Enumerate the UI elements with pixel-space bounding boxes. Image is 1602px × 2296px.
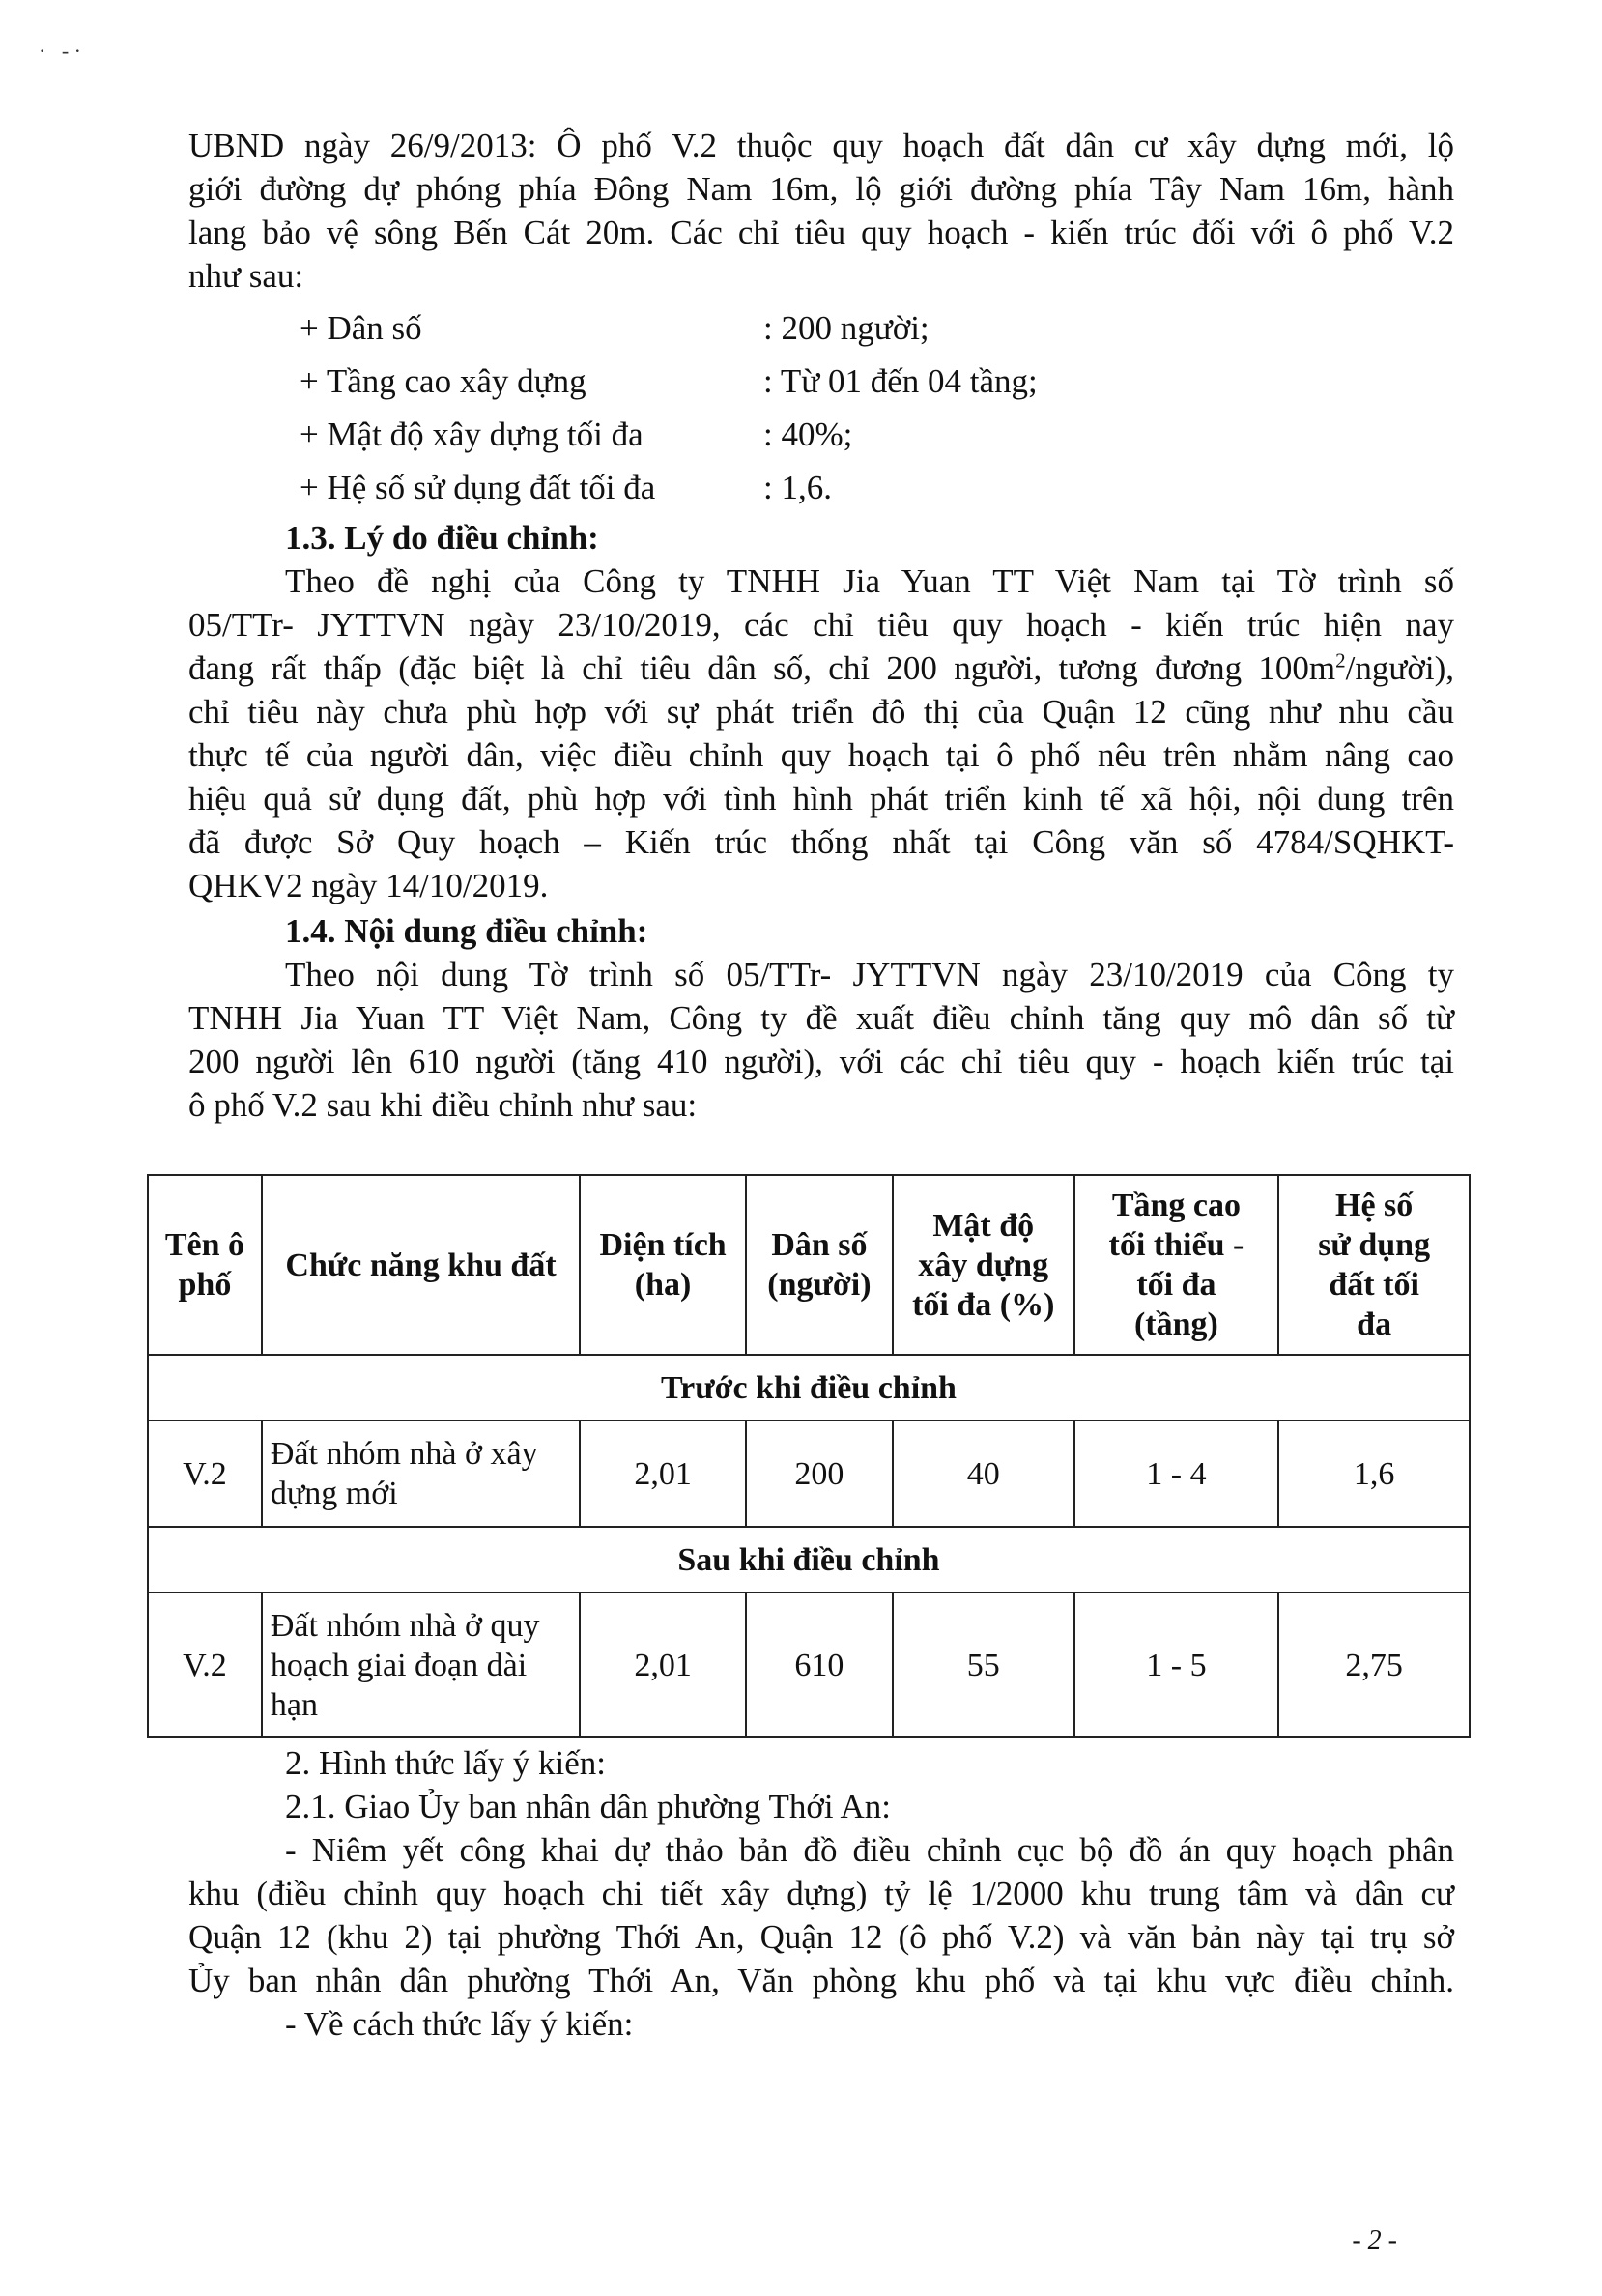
paragraph-line: đã được Sở Quy hoạch – Kiến trúc thống nhất tại Công văn số 4784/SQHKT- xyxy=(188,823,1454,861)
intro-line: như sau: xyxy=(188,257,304,295)
paragraph-line: Theo nội dung Tờ trình số 05/TTr- JYTTVN ngày 23/10/2019 của Công ty xyxy=(285,956,1454,993)
section-heading-2: 2. Hình thức lấy ý kiến: xyxy=(285,1744,606,1782)
planning-table xyxy=(147,1174,1471,1738)
table-section-row: Sau khi điều chỉnh xyxy=(148,1527,1470,1593)
criteria-list xyxy=(188,301,1454,514)
table-row: V.2 Đất nhóm nhà ở quy hoạch giai đoạn dài hạn 2,01 610 55 1 - 5 2,75 xyxy=(148,1593,1470,1737)
header-cell: Tên ô phố xyxy=(148,1175,262,1355)
paragraph-line: TNHH Jia Yuan TT Việt Nam, Công ty đề xuất điều chỉnh tăng quy mô dân số từ xyxy=(188,999,1454,1037)
criteria-item: + Tầng cao xây dựng : Từ 01 đến 04 tầng; xyxy=(300,362,1038,400)
paragraph-line: - Niêm yết công khai dự thảo bản đồ điều chỉnh cục bộ đồ án quy hoạch phân xyxy=(285,1831,1454,1869)
table-row: V.2 Đất nhóm nhà ở xây dựng mới 2,01 200 40 1 - 4 1,6 xyxy=(148,1421,1470,1527)
paragraph-line: đang rất thấp (đặc biệt là chỉ tiêu dân số, chỉ 200 người, tương đương $100m^2/người$), xyxy=(188,648,1454,687)
section-heading-1-3: 1.3. Lý do điều chỉnh: xyxy=(285,519,599,557)
paragraph-line: 200 người lên 610 người (tăng 410 người), với các chỉ tiêu quy - hoạch kiến trúc tại xyxy=(188,1043,1454,1080)
paragraph-line: thực tế của người dân, việc điều chỉnh quy hoạch tại ô phố nêu trên nhằm nâng cao xyxy=(188,736,1454,774)
paragraph-line: ô phố V.2 sau khi điều chỉnh như sau: xyxy=(188,1086,698,1124)
criteria-item: + Mật độ xây dựng tối đa : 40%; xyxy=(300,416,853,453)
paragraph-line: chỉ tiêu này chưa phù hợp với sự phát triển đô thị của Quận 12 cũng như nhu cầu xyxy=(188,693,1454,731)
paragraph-line: khu (điều chỉnh quy hoạch chi tiết xây dựng) tỷ lệ 1/2000 khu trung tâm và dân cư xyxy=(188,1875,1454,1912)
header-cell: Hệ số sử dụng đất tối đa xyxy=(1278,1175,1470,1355)
header-cell: Diện tích (ha) xyxy=(580,1175,746,1355)
header-cell: Chức năng khu đất xyxy=(262,1175,580,1355)
paragraph-line: hiệu quả sử dụng đất, phù hợp với tình hình phát triển kinh tế xã hội, nội dung trên xyxy=(188,780,1454,818)
table-header-row xyxy=(148,1175,1470,1355)
table-section-row: Trước khi điều chỉnh xyxy=(148,1355,1470,1421)
page-number: - 2 - xyxy=(1352,2225,1397,2255)
intro-line: lang bảo vệ sông Bến Cát 20m. Các chỉ tiêu quy hoạch - kiến trúc đối với ô phố V.2 xyxy=(188,214,1454,251)
paragraph-line: Theo đề nghị của Công ty TNHH Jia Yuan TT Việt Nam tại Tờ trình số xyxy=(285,562,1454,600)
scan-marks: · - · xyxy=(39,39,81,63)
paragraph-line: QHKV2 ngày 14/10/2019. xyxy=(188,867,549,904)
paragraph-line: Quận 12 (khu 2) tại phường Thới An, Quận 12 (ô phố V.2) và văn bản này tại trụ sở xyxy=(188,1918,1454,1956)
criteria-item: + Hệ số sử dụng đất tối đa : 1,6. xyxy=(300,469,832,506)
section-2 xyxy=(188,1741,1454,2046)
criteria-item: + Dân số : 200 người; xyxy=(300,309,930,347)
document-body xyxy=(188,124,1454,1127)
paragraph-line: Ủy ban nhân dân phường Thới An, Văn phòng khu phố và tại khu vực điều chỉnh. xyxy=(188,1962,1454,1999)
header-cell: Mật độ xây dựng tối đa (%) xyxy=(893,1175,1074,1355)
paragraph-line: - Về cách thức lấy ý kiến: xyxy=(285,2005,634,2043)
section-heading-1-4: 1.4. Nội dung điều chỉnh: xyxy=(285,912,648,950)
header-cell: Dân số (người) xyxy=(746,1175,893,1355)
intro-line: giới đường dự phóng phía Đông Nam 16m, lộ giới đường phía Tây Nam 16m, hành xyxy=(188,170,1454,208)
paragraph-line: 05/TTr- JYTTVN ngày 23/10/2019, các chỉ tiêu quy hoạch - kiến trúc hiện nay xyxy=(188,606,1454,644)
header-cell: Tầng cao tối thiểu - tối đa (tầng) xyxy=(1074,1175,1279,1355)
section-heading-2-1: 2.1. Giao Ủy ban nhân dân phường Thới An: xyxy=(285,1788,891,1825)
intro-line: UBND ngày 26/9/2013: Ô phố V.2 thuộc quy hoạch đất dân cư xây dựng mới, lộ xyxy=(188,127,1454,164)
